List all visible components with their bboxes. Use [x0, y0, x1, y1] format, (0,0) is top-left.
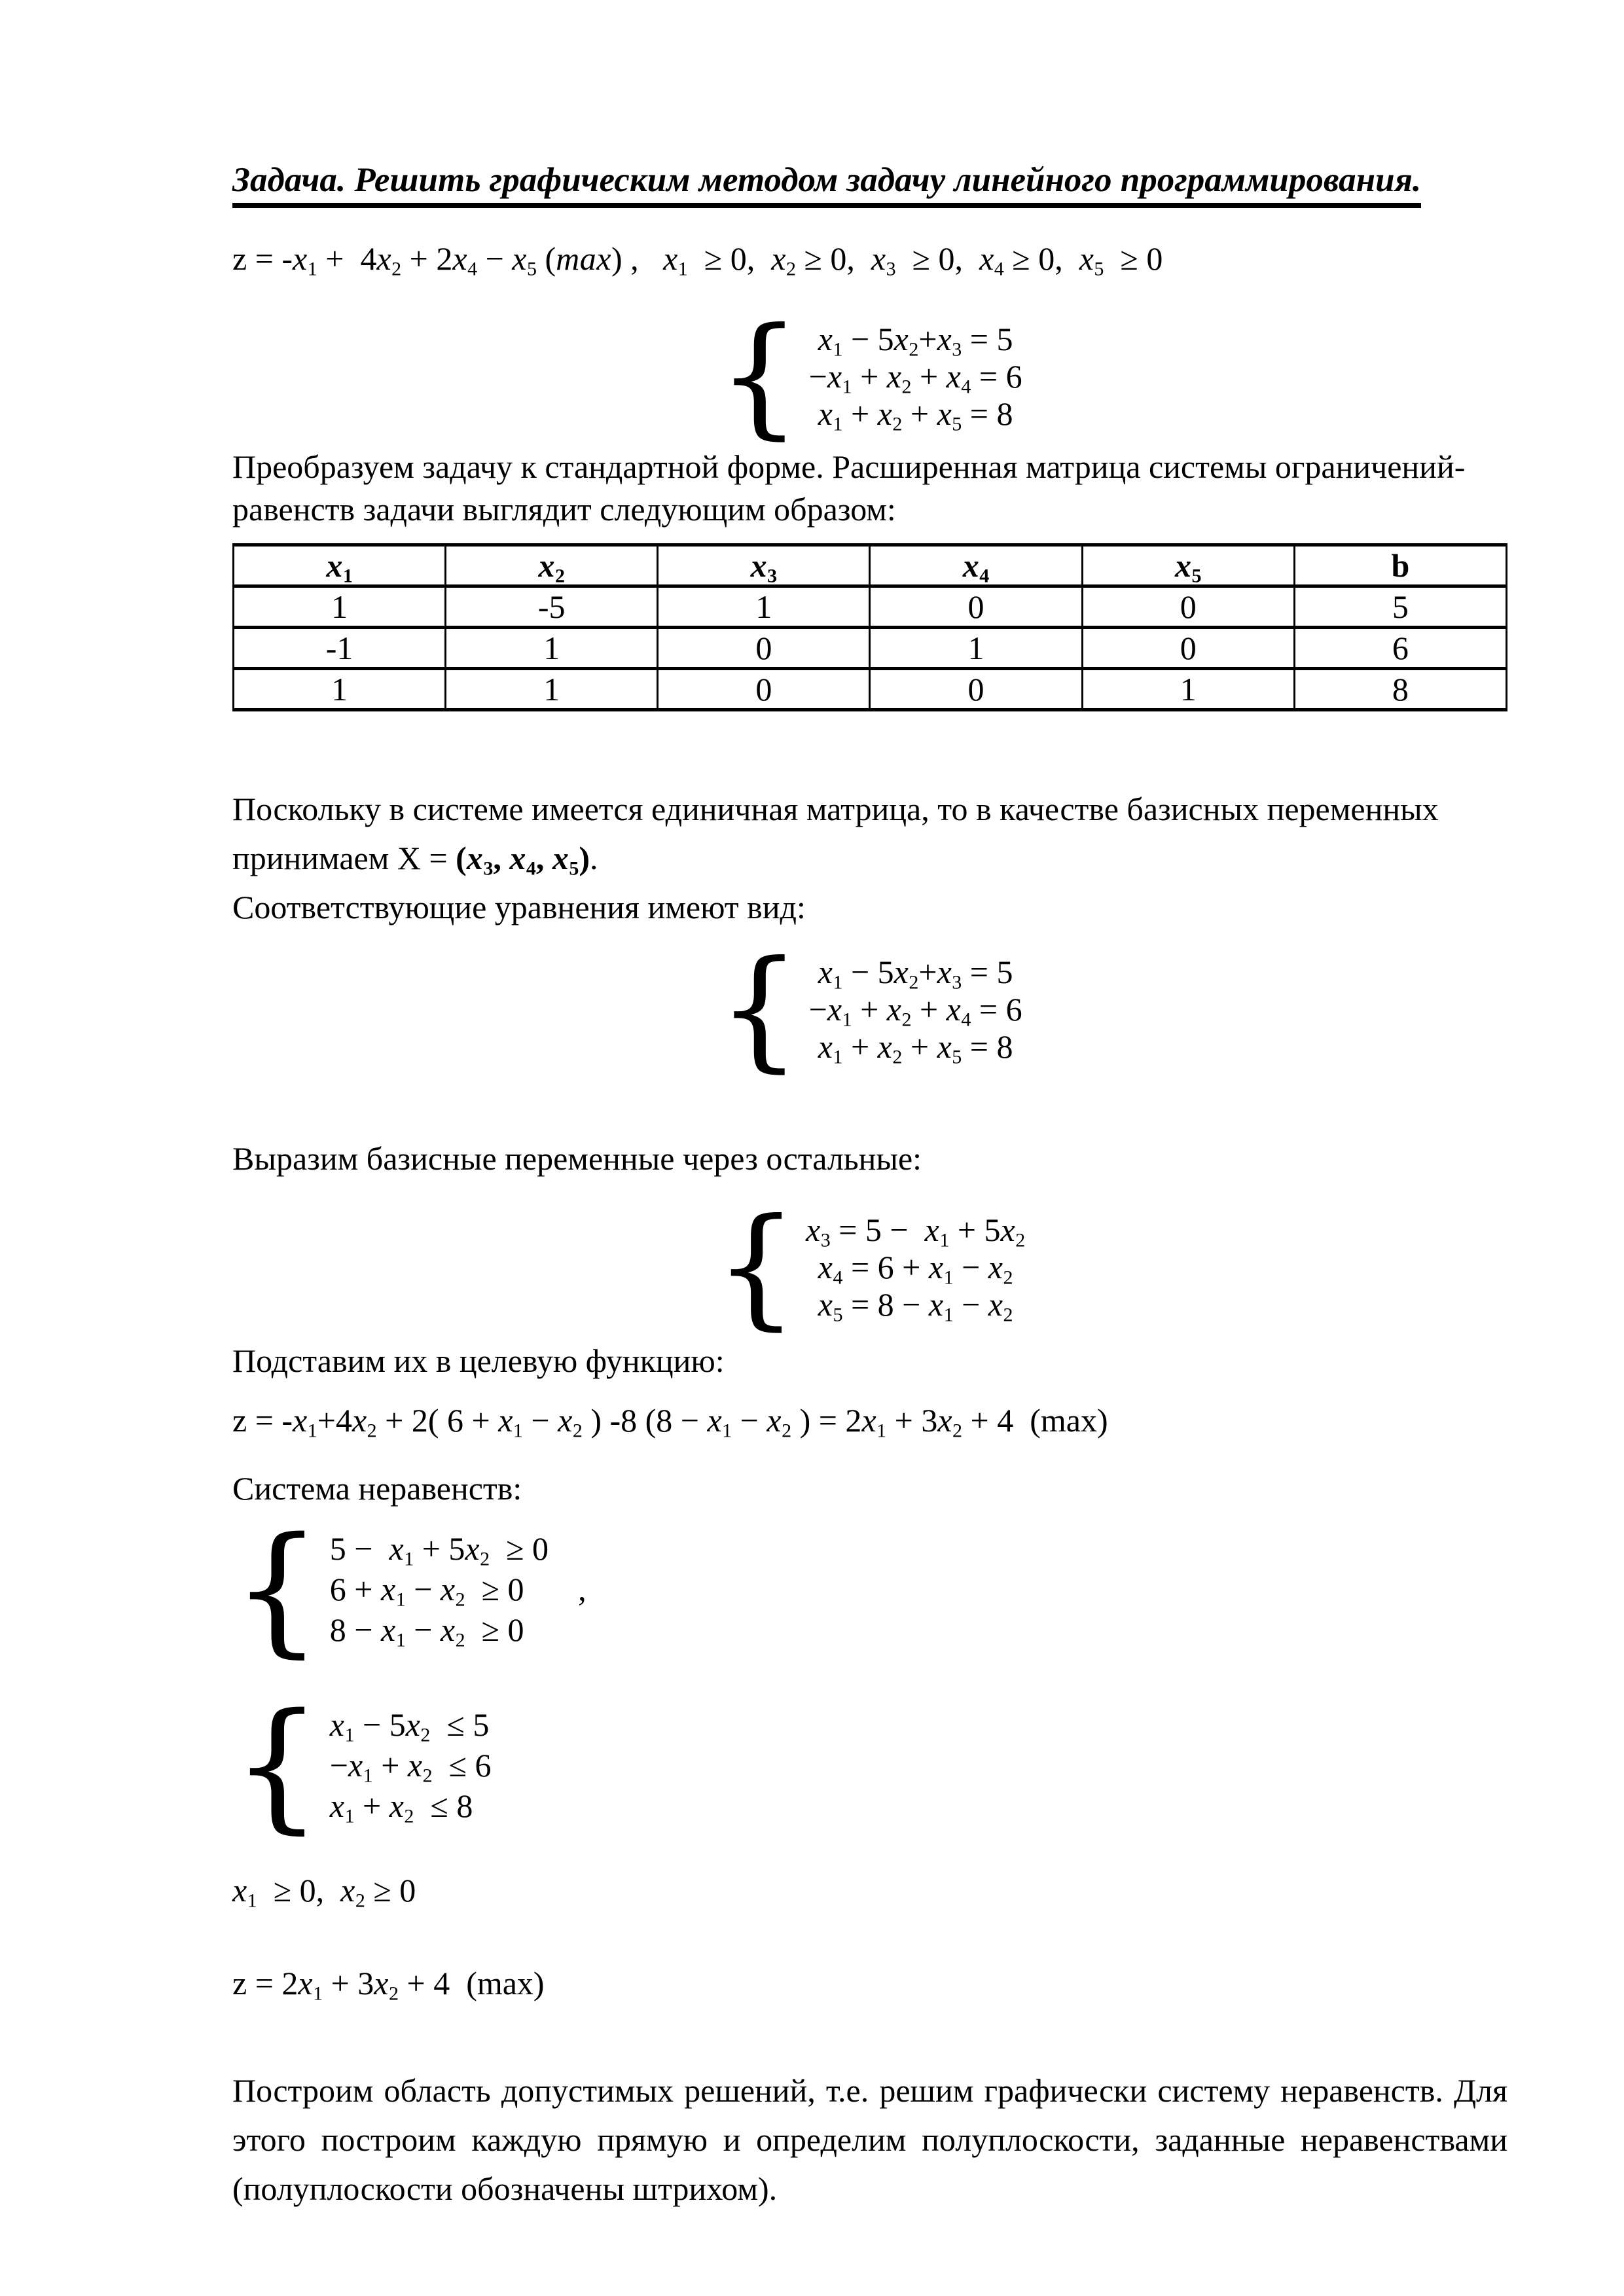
equation-system-expressed [714, 1191, 1026, 1343]
equation-line: $5 - x_1 + 5x_2 \ge 0$ [329, 1530, 549, 1570]
matrix-cell: 1 [1082, 669, 1294, 710]
equation-line: $x_3 = 5 - x_1 + 5x_2$ [806, 1211, 1026, 1251]
equation-line: $x_1 - 5x_2+x_3 = 5$ [818, 953, 1013, 993]
objective-final-formula: $z = 2x_1 + 3x_2 + 4$ (max) [232, 1965, 545, 2005]
matrix-header-cell: $x_4$ [870, 545, 1082, 586]
matrix-cell: 8 [1294, 669, 1506, 710]
paragraph-standard-form: Преобразуем задачу к стандартной форме. Расширенная матрица системы ограничений-равенств задачи выглядит следующим образом: [232, 448, 1466, 528]
matrix-cell: 0 [658, 628, 870, 669]
matrix-header-cell: b [1294, 545, 1506, 586]
matrix-cell: 1 [446, 669, 658, 710]
equation-line: $x_1 + x_2 + x_5 = 8$ [818, 1028, 1013, 1067]
equation-line: $-x_1 + x_2 \le 6$ [329, 1746, 492, 1786]
equation-line: $x_4 = 6 + x_1 - x_2$ [818, 1248, 1013, 1288]
matrix-header-cell: $x_2$ [446, 545, 658, 586]
paragraph-build-region: Построим область допустимых решений, т.е. решим графически систему неравенств. Для этого построим каждую прямую и определим полуплоскости, заданные неравенствами (полуплоскости обозначены штрихом). [232, 2072, 1507, 2207]
matrix-cell: -1 [234, 628, 446, 669]
document-title-text: Задача. Решить графическим методом задачу линейного программирования. [232, 161, 1421, 208]
equation-system-basis [717, 933, 1022, 1085]
equation-line: $-x_1 + x_2 + x_4 = 6$ [808, 357, 1022, 397]
left-brace: { [232, 1507, 322, 1671]
inequality-system-le [232, 1683, 492, 1847]
objective-substituted-formula: $z = -x_1+4x_2 + 2$( $6 + x_1 - x_2$ ) -8 ($8 - x_1 - x_2$ ) = $2x_1 + 3x_2 + 4$ (max) [232, 1402, 1108, 1442]
heading-corresponding-equations: Соответствующие уравнения имеют вид: [232, 889, 806, 925]
matrix-row [234, 628, 1507, 669]
document-title [232, 160, 1507, 200]
equation-system-lines [809, 954, 1022, 1066]
left-brace: { [717, 300, 801, 452]
matrix-header-row [234, 545, 1507, 586]
heading-inequality-system: Система неравенств: [232, 1470, 522, 1507]
left-brace: { [232, 1683, 322, 1847]
left-brace: { [717, 933, 801, 1085]
matrix-cell: 1 [234, 586, 446, 628]
augmented-matrix-table [232, 543, 1507, 711]
matrix-cell: 1 [446, 628, 658, 669]
matrix-row [234, 586, 1507, 628]
inequality-system-lines [330, 1528, 549, 1650]
matrix-cell: 6 [1294, 628, 1506, 669]
matrix-header-cell: $x_1$ [234, 545, 446, 586]
equation-system-lines [806, 1211, 1025, 1323]
matrix-row [234, 669, 1507, 710]
matrix-cell: 1 [234, 669, 446, 710]
equation-line: $x_1 + x_2 \le 8$ [329, 1787, 473, 1827]
equation-line: $6 + x_1 - x_2 \ge 0$ [329, 1570, 524, 1610]
objective-function-formula: $z = -x_1 + 4x_2 + 2x_4 - x_5$ (max) , $x_1 \ge 0$, $x_2 \ge 0$, $x_3 \ge 0$, $x_4 \ge 0$, $x_5 \ge 0$ [232, 240, 1163, 280]
equation-line: $-x_1 + x_2 + x_4 = 6$ [808, 990, 1022, 1030]
heading-express-basis: Выразим базисные переменные через остальные: [232, 1140, 922, 1177]
matrix-cell: 0 [870, 669, 1082, 710]
equation-system-lines [809, 321, 1022, 433]
equation-line: $x_1 - 5x_2 \le 5$ [329, 1706, 490, 1746]
matrix-cell: 1 [870, 628, 1082, 669]
equation-line: $8 - x_1 - x_2 \ge 0$ [329, 1611, 524, 1651]
trailing-comma: , [578, 1570, 586, 1607]
equation-line: $x_5 = 8 - x_1 - x_2$ [818, 1285, 1013, 1325]
matrix-header-cell: $x_3$ [658, 545, 870, 586]
equation-line: $x_1 + x_2 + x_5 = 8$ [818, 395, 1013, 435]
paragraph-basis-variables: Поскольку в системе имеется единичная матрица, то в качестве базисных переменных принимаем $X = (x_3$, $x_4$, $x_5$). [232, 791, 1439, 880]
heading-substitute: Подставим их в целевую функцию: [232, 1342, 725, 1379]
matrix-cell: 0 [1082, 586, 1294, 628]
inequality-system-lines [330, 1704, 492, 1826]
left-brace: { [714, 1191, 799, 1343]
equation-system-constraints [717, 300, 1022, 452]
matrix-cell: 5 [1294, 586, 1506, 628]
inequality-system-ge [232, 1507, 586, 1671]
matrix-cell: 0 [658, 669, 870, 710]
matrix-cell: 1 [658, 586, 870, 628]
matrix-cell: 0 [1082, 628, 1294, 669]
nonnegativity-conditions: $x_1 \ge 0$, $x_2 \ge 0$ [232, 1872, 416, 1912]
matrix-cell: 0 [870, 586, 1082, 628]
equation-line: $x_1 - 5x_2+x_3 = 5$ [818, 320, 1013, 360]
matrix-cell: -5 [446, 586, 658, 628]
matrix-header-cell: $x_5$ [1082, 545, 1294, 586]
